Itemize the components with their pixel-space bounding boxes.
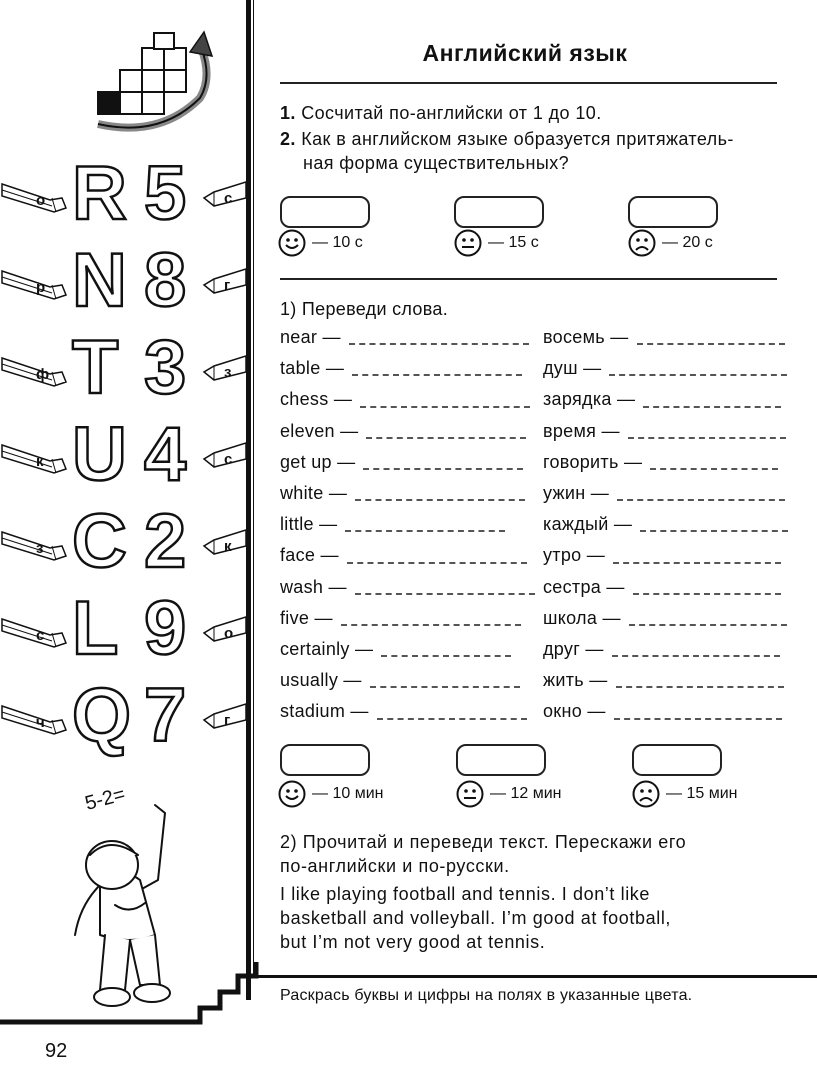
answer-blank[interactable]	[613, 550, 781, 564]
english-word-text: table —	[280, 358, 345, 379]
english-word	[280, 670, 520, 691]
pencil-right-icon	[200, 178, 246, 212]
russian-word-text: душ —	[543, 358, 602, 379]
english-word	[280, 514, 505, 535]
color-hint-left: к	[36, 453, 44, 470]
answer-blank[interactable]	[381, 643, 511, 657]
margin-letter: N	[72, 238, 127, 323]
russian-word	[543, 701, 782, 722]
russian-word	[543, 358, 787, 379]
english-word-text: chess —	[280, 389, 353, 410]
timer-mid-good-label: — 10 мин	[312, 785, 384, 802]
time-box-good[interactable]	[280, 196, 370, 228]
russian-word	[543, 545, 781, 566]
footer-stairs-icon	[0, 960, 260, 1030]
english-word-text: white —	[280, 483, 348, 503]
russian-word-text: ужин —	[543, 483, 610, 503]
section-2-text	[280, 882, 780, 954]
smile-face-icon	[278, 780, 306, 808]
margin-digit: 5	[144, 151, 187, 236]
timer-top-good-label: — 10 с	[312, 234, 363, 251]
answer-blank[interactable]	[355, 581, 535, 595]
answer-blank[interactable]	[347, 550, 527, 564]
russian-word-text: друг —	[543, 639, 604, 659]
english-word	[280, 327, 529, 348]
answer-blank[interactable]	[377, 706, 527, 720]
margin-letter: Q	[72, 673, 132, 758]
english-word	[280, 608, 521, 629]
title-divider	[280, 82, 777, 84]
english-word	[280, 701, 527, 722]
english-word-text: five —	[280, 607, 333, 628]
footer-divider	[258, 975, 817, 978]
russian-word	[543, 389, 781, 410]
russian-word-text: жить —	[543, 670, 608, 691]
timer-top-ok-label: — 15 с	[488, 234, 539, 251]
color-hint-right: с	[224, 451, 233, 468]
neutral-face-icon	[456, 780, 484, 808]
answer-blank[interactable]	[609, 362, 787, 376]
russian-word-text: восемь —	[543, 327, 629, 347]
sad-face-icon	[632, 780, 660, 808]
section-1-heading: 1) Переведи слова.	[280, 299, 448, 319]
margin-letter: U	[72, 412, 127, 497]
sad-face-icon	[628, 229, 656, 257]
answer-blank[interactable]	[349, 331, 529, 345]
russian-word	[543, 670, 784, 691]
timer-top-good	[278, 229, 363, 257]
english-word	[280, 421, 526, 442]
margin-digit: 3	[144, 325, 187, 410]
margin-letter: C	[72, 499, 127, 584]
russian-word-text: каждый —	[543, 514, 633, 535]
page-title: Английский язык	[422, 40, 628, 66]
margin-rule-inner	[253, 0, 254, 975]
pencil-right-icon	[200, 700, 246, 734]
english-word-text: wash —	[280, 576, 347, 597]
answer-blank[interactable]	[633, 581, 781, 595]
color-hint-left: р	[36, 279, 46, 296]
english-word-text: usually —	[280, 670, 362, 691]
section-2-text-line3: but I’m not very good at tennis.	[280, 932, 546, 952]
russian-word-text: утро —	[543, 545, 606, 566]
pencil-right-icon	[200, 613, 246, 647]
russian-word	[543, 639, 780, 660]
color-hint-right: к	[224, 538, 232, 555]
task-2-number: 2.	[280, 129, 296, 149]
margin-letter: T	[72, 325, 119, 410]
margin-digit: 2	[144, 499, 187, 584]
color-hint-left: ф	[36, 366, 50, 383]
timer-mid-bad	[632, 780, 737, 808]
stairs-logo-icon	[90, 28, 220, 138]
section-2-heading	[280, 830, 780, 878]
color-hint-right: г	[224, 277, 231, 294]
english-word-text: certainly —	[280, 639, 374, 659]
russian-word-text: школа —	[543, 607, 621, 628]
english-word-text: stadium —	[280, 701, 369, 722]
margin-digit: 7	[144, 673, 187, 758]
answer-blank[interactable]	[345, 518, 505, 532]
time-box-good-2[interactable]	[280, 744, 370, 776]
time-box-bad[interactable]	[628, 196, 718, 228]
color-hint-left: ч	[36, 714, 45, 731]
color-hint-left: с	[36, 627, 45, 644]
english-word-text: little —	[280, 514, 338, 535]
answer-blank[interactable]	[643, 394, 781, 408]
english-word	[280, 577, 535, 598]
section-2-text-line1: I like playing football and tennis. I don’t like	[280, 884, 651, 904]
section-2-text-line2: basketball and volleyball. I’m good at football,	[280, 908, 672, 928]
task-1-text: Сосчитай по-английски от 1 до 10.	[301, 103, 602, 123]
footer-note: Раскрась буквы и цифры на полях в указанные цвета.	[280, 987, 693, 1004]
answer-blank[interactable]	[614, 706, 782, 720]
time-box-ok-2[interactable]	[456, 744, 546, 776]
margin-letter: R	[72, 151, 127, 236]
answer-blank[interactable]	[617, 487, 785, 501]
answer-blank[interactable]	[629, 612, 787, 626]
answer-blank[interactable]	[363, 456, 523, 470]
answer-blank[interactable]	[366, 425, 526, 439]
color-hint-right: с	[224, 190, 233, 207]
english-word-text: get up —	[280, 451, 356, 472]
answer-blank[interactable]	[360, 394, 530, 408]
russian-word-text: сестра —	[543, 576, 625, 597]
time-box-bad-2[interactable]	[632, 744, 722, 776]
timer-top-bad	[628, 229, 713, 257]
task-1-number: 1.	[280, 103, 296, 123]
margin-digit: 9	[144, 586, 187, 671]
russian-word	[543, 514, 788, 535]
pencil-right-icon	[200, 526, 246, 560]
russian-word	[543, 327, 785, 348]
smile-face-icon	[278, 229, 306, 257]
pencil-right-icon	[200, 439, 246, 473]
english-word	[280, 389, 530, 410]
answer-blank[interactable]	[628, 425, 786, 439]
color-hint-right: г	[224, 712, 231, 729]
margin-letter: L	[72, 586, 119, 671]
section-divider	[280, 278, 777, 280]
color-hint-left: з	[36, 540, 44, 557]
russian-word	[543, 483, 785, 504]
russian-word	[543, 577, 781, 598]
time-box-ok[interactable]	[454, 196, 544, 228]
russian-word-text: окно —	[543, 701, 606, 722]
russian-word-text: говорить —	[543, 451, 643, 472]
margin-digit: 4	[144, 412, 187, 497]
answer-blank[interactable]	[352, 362, 522, 376]
timer-top-bad-label: — 20 с	[662, 234, 713, 251]
color-hint-left: о	[36, 192, 46, 209]
neutral-face-icon	[454, 229, 482, 257]
task-2	[280, 127, 734, 151]
answer-blank[interactable]	[370, 674, 520, 688]
english-word	[280, 483, 525, 504]
timer-top-ok	[454, 229, 539, 257]
pencil-right-icon	[200, 265, 246, 299]
english-word	[280, 639, 511, 660]
page-number: 92	[45, 1040, 68, 1062]
english-word-text: near —	[280, 327, 341, 347]
english-word	[280, 452, 523, 473]
english-word	[280, 358, 522, 379]
margin-digit: 8	[144, 238, 187, 323]
section-2-heading-line1: 2) Прочитай и переведи текст. Перескажи его	[280, 832, 687, 852]
timer-mid-bad-label: — 15 мин	[666, 785, 738, 802]
russian-word	[543, 452, 778, 473]
english-word	[280, 545, 527, 566]
english-word-text: eleven —	[280, 420, 359, 441]
russian-word-text: зарядка —	[543, 389, 636, 410]
answer-blank[interactable]	[637, 331, 785, 345]
russian-word	[543, 421, 786, 442]
answer-blank[interactable]	[640, 518, 788, 532]
task-2-text-line1: Как в английском языке образуется притяжатель-	[301, 129, 734, 149]
pencil-right-icon	[200, 352, 246, 386]
answer-blank[interactable]	[355, 487, 525, 501]
color-hint-right: о	[224, 625, 234, 642]
english-word-text: face —	[280, 545, 339, 566]
section-2-heading-line2: по-английски и по-русски.	[280, 856, 510, 876]
margin-rule	[246, 0, 251, 1000]
answer-blank[interactable]	[341, 612, 521, 626]
answer-blank[interactable]	[612, 643, 780, 657]
answer-blank[interactable]	[650, 456, 778, 470]
russian-word-text: время —	[543, 420, 620, 441]
russian-word	[543, 608, 787, 629]
timer-mid-ok-label: — 12 мин	[490, 785, 562, 802]
task-2-text-line2: ная форма существительных?	[303, 153, 570, 173]
timer-mid-good	[278, 780, 383, 808]
answer-blank[interactable]	[616, 674, 784, 688]
board-text: 5-2=	[82, 783, 128, 815]
color-hint-right: з	[224, 364, 232, 381]
task-1	[280, 101, 602, 125]
timer-mid-ok	[456, 780, 561, 808]
